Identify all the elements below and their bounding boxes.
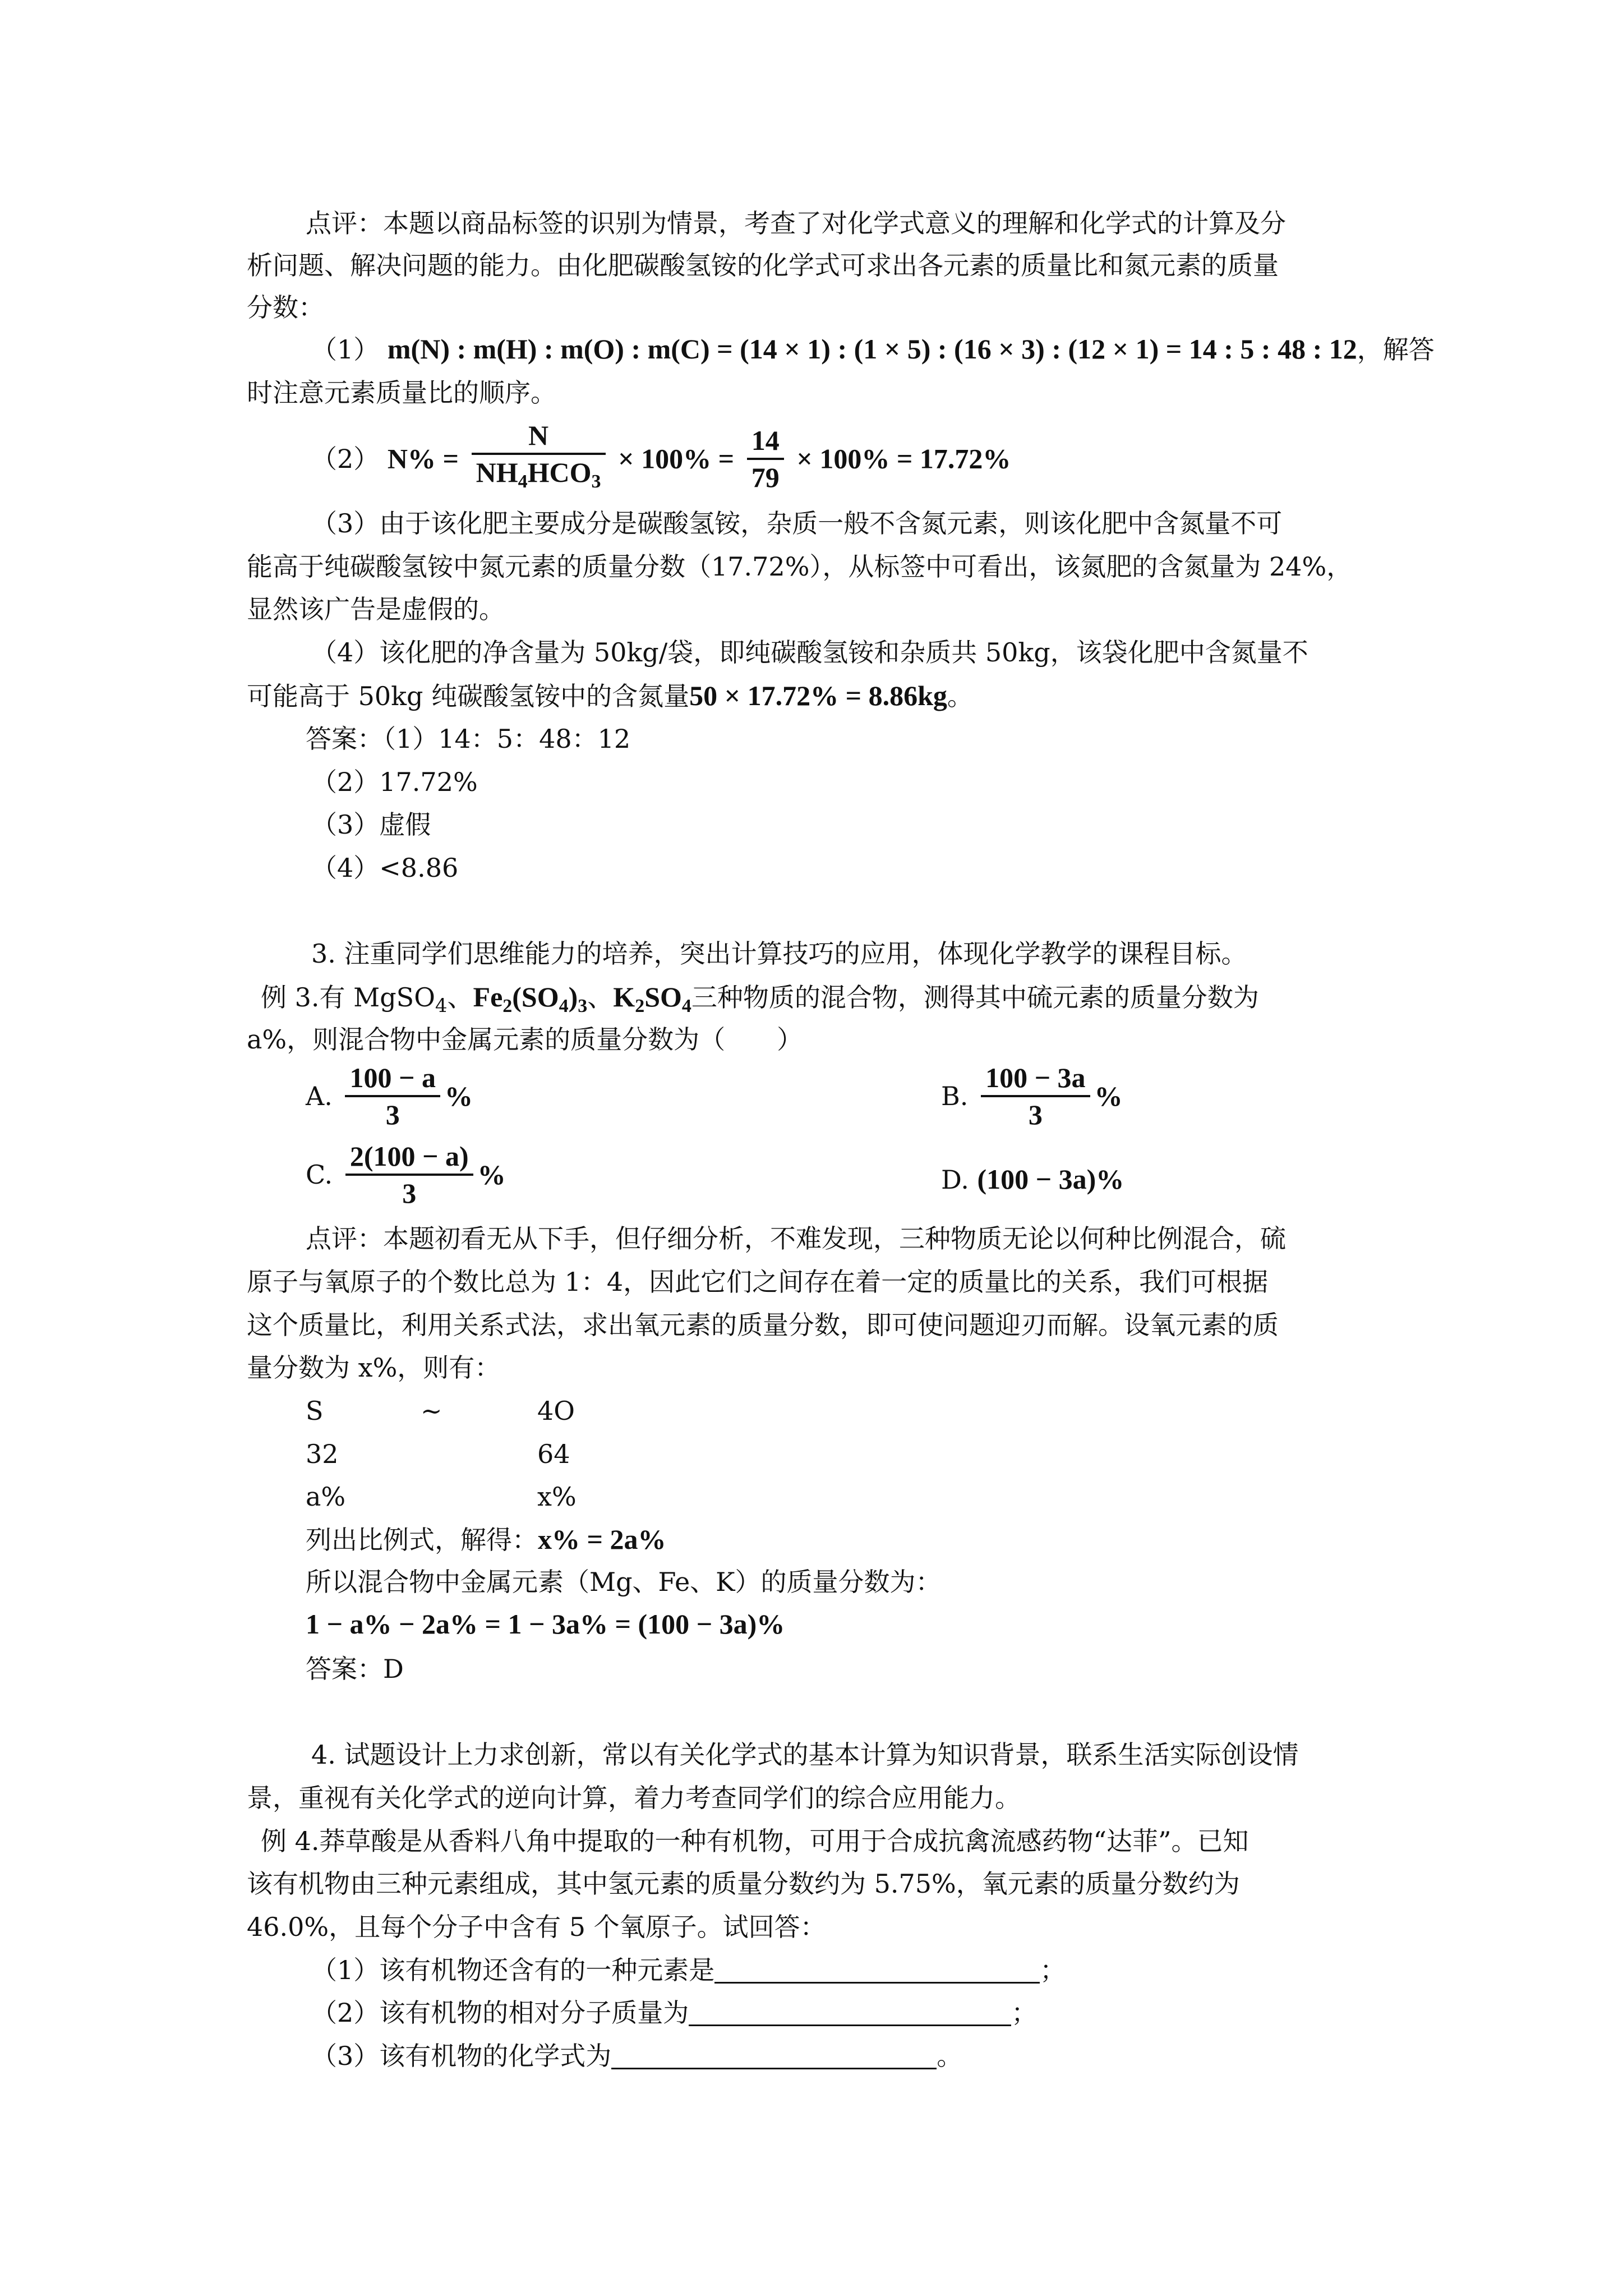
step1-line <box>311 332 1435 366</box>
relation-64: 64 <box>537 1439 570 1469</box>
step2-frac1-denominator: $NH_4HCO_3$ <box>476 457 601 492</box>
step2-fraction-1 <box>472 418 606 499</box>
answer-1: 答案：（1）14：5：48：12 <box>306 724 631 754</box>
step2-fraction-2 <box>747 423 784 495</box>
section4-heading-1: 4. 试题设计上力求创新，常以有关化学式的基本计算为知识背景，联系生活实际创设情 <box>311 1740 1299 1770</box>
step2-label: （2） <box>311 443 380 474</box>
answer-blank-3[interactable] <box>611 2042 937 2069</box>
relation-4o: 4O <box>537 1396 575 1426</box>
step2-lhs: N% = <box>387 443 459 475</box>
example4-line-2: 该有机物由三种元素组成，其中氢元素的质量分数约为 5.75%，氧元素的质量分数约为 <box>247 1869 1240 1899</box>
section3-heading: 3. 注重同学们思维能力的培养，突出计算技巧的应用，体现化学教学的课程目标。 <box>311 938 1247 969</box>
step2-frac1-numerator: N <box>472 418 606 455</box>
comment-line-2: 析问题、解决问题的能力。由化肥碳酸氢铵的化学式可求出各元素的质量比和氮元素的质量 <box>247 250 1279 280</box>
question-1: （1）该有机物还含有的一种元素是 ； <box>311 1955 1066 1985</box>
step3-line-2: 能高于纯碳酸氢铵中氮元素的质量分数（17.72%），从标签中可看出，该氮肥的含氮量为 24%， <box>247 551 1353 582</box>
comment-line-1: 点评：本题以商品标签的识别为情景，考查了对化学式意义的理解和化学式的计算及分 <box>306 208 1286 238</box>
question-2: （2）该有机物的相对分子质量为 ； <box>311 1998 1038 2028</box>
relation-s: S <box>306 1396 324 1426</box>
step1-formula: m(N) : m(H) : m(O) : m(C) = (14 × 1) : (1 × 5) : (16 × 3) : (12 × 1) = 14 : 5 : 48 : 12 <box>387 333 1357 365</box>
comment3-line-3: 这个质量比，利用关系式法，求出氧元素的质量分数，即可使问题迎刃而解。设氧元素的质 <box>247 1310 1279 1340</box>
step2-frac2-denominator: 79 <box>751 461 780 493</box>
step2-frac2-numerator: 14 <box>747 423 784 460</box>
proportion-line: 列出比例式，解得：x% = 2a% <box>306 1524 666 1555</box>
relation-x-percent: x% <box>537 1481 577 1512</box>
step3-line-3: 显然该广告是虚假的。 <box>247 594 505 624</box>
step1-line-2: 时注意元素质量比的顺序。 <box>247 378 556 408</box>
step2-mid: × 100% = <box>618 443 735 475</box>
relation-32: 32 <box>306 1439 339 1469</box>
example4-line-1: 例 4.莽草酸是从香料八角中提取的一种有机物，可用于合成抗禽流感药物“达菲”。已知 <box>261 1826 1249 1856</box>
comment3-line-1: 点评：本题初看无从下手，但仔细分析，不难发现，三种物质无论以何种比例混合，硫 <box>306 1223 1286 1254</box>
option-c[interactable]: C. $\frac{2(100 - a)}{3}$ % <box>306 1139 506 1211</box>
example3-line-1: 例 3.有 MgSO$_4$、$Fe_2(SO_4)_3$、$K_2SO_4$三种物质的混合物，测得其中硫元素的质量分数为 <box>261 981 1259 1017</box>
comment3-line-4: 量分数为 x%，则有： <box>247 1352 501 1383</box>
comment-line-3: 分数： <box>247 292 324 323</box>
section4-heading-2: 景，重视有关化学式的逆向计算，着力考查同学们的综合应用能力。 <box>247 1783 1021 1813</box>
option-b[interactable]: B. $\frac{100 - 3a}{3}$ % <box>941 1060 1123 1132</box>
step4-formula: 50 × 17.72% = 8.86kg <box>689 680 947 711</box>
step4-line-1: （4）该化肥的净含量为 50kg/袋，即纯碳酸氢铵和杂质共 50kg，该袋化肥中含氮量不 <box>311 637 1308 668</box>
answer-3-d: 答案：D <box>306 1654 404 1684</box>
step4-line-2: 可能高于 50kg 纯碳酸氢铵中的含氮量50 × 17.72% = 8.86kg。 <box>247 680 973 711</box>
step3-line-1: （3）由于该化肥主要成分是碳酸氢铵，杂质一般不含氮元素，则该化肥中含氮量不可 <box>311 508 1283 539</box>
step2-rhs: × 100% = 17.72% <box>796 443 1011 475</box>
answer-blank-1[interactable] <box>714 1956 1040 1984</box>
option-a[interactable]: A. $\frac{100 - a}{3}$ % <box>306 1060 473 1132</box>
option-d[interactable]: D. (100 − 3a)% <box>941 1163 1124 1195</box>
relation-a-percent: a% <box>306 1481 346 1512</box>
step2-line <box>311 418 1011 499</box>
answer-3: （3）虚假 <box>311 809 431 840</box>
step4-line2-text: 可能高于 50kg 纯碳酸氢铵中的含氮量 <box>247 681 690 711</box>
answer-4: （4）<8.86 <box>311 853 459 883</box>
metal-fraction-line: 所以混合物中金属元素（Mg、Fe、K）的质量分数为： <box>306 1567 942 1597</box>
example3-line-2: a%，则混合物中金属元素的质量分数为（ ） <box>247 1024 803 1055</box>
metal-fraction-formula: 1 − a% − 2a% = 1 − 3a% = (100 − 3a)% <box>306 1608 785 1640</box>
question-3: （3）该有机物的化学式为 。 <box>311 2041 963 2071</box>
example4-line-3: 46.0%，且每个分子中含有 5 个氧原子。试回答： <box>247 1912 826 1942</box>
step1-label: （1） <box>311 334 380 365</box>
comment3-line-2: 原子与氧原子的个数比总为 1：4，因此它们之间存在着一定的质量比的关系，我们可根据 <box>247 1267 1269 1297</box>
relation-tilde: ~ <box>421 1396 442 1426</box>
answer-2: （2）17.72% <box>311 767 478 797</box>
answer-blank-2[interactable] <box>689 1999 1011 2026</box>
step1-tail: ，解答 <box>1357 334 1435 365</box>
